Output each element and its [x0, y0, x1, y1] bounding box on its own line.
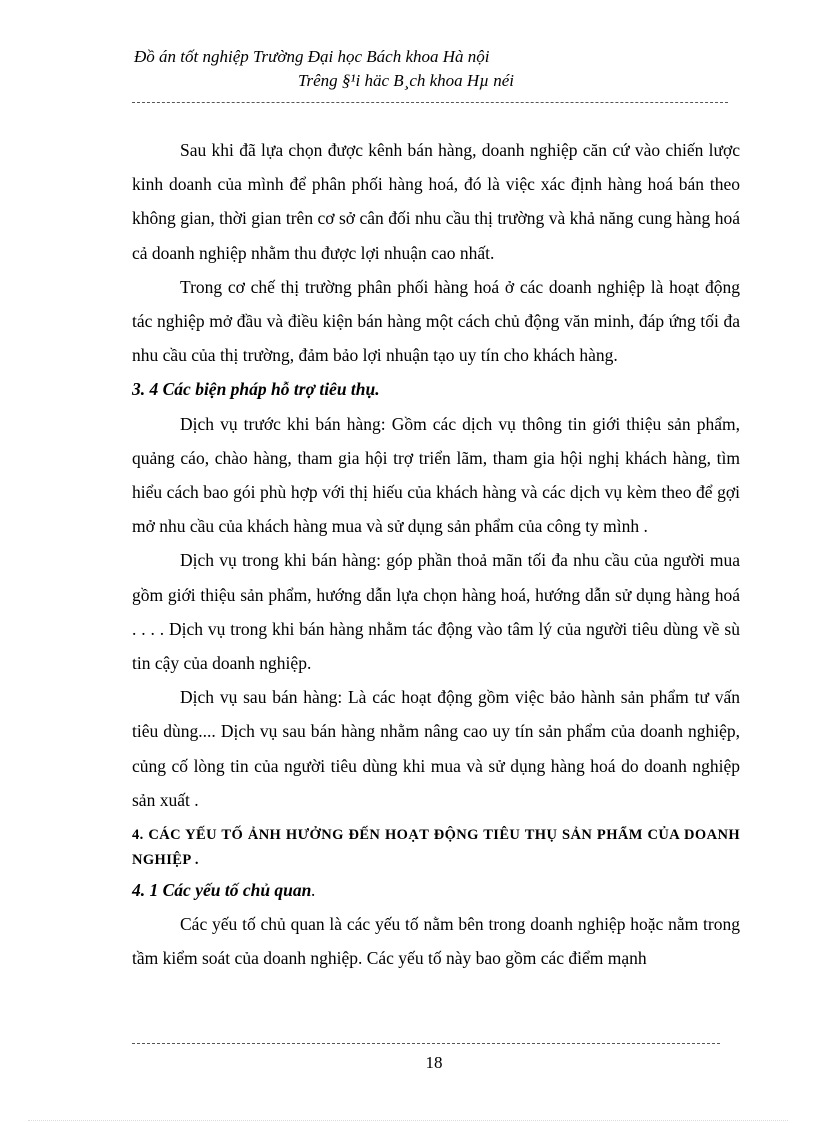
paragraph-distribution: Sau khi đã lựa chọn được kênh bán hàng, doanh nghiệp căn cứ vào chiến lược kinh doanh của mình để phân phối hàng hoá, đó là việc xác định hàng hoá bán theo không gian, thời gian trên cơ sở cân đối nhu cầu thị trường và khả năng cung hàng hoá cả doanh nghiệp nhằm thu được lợi nhuận cao nhất. — [132, 140, 740, 263]
page-bottom-edge — [28, 1120, 788, 1121]
header-divider — [132, 102, 728, 103]
running-header-legacy-font: Trêng §¹i häc B¸ch khoa Hµ néi — [298, 71, 515, 90]
running-header-title: Đồ án tốt nghiệp Trường Đại học Bách khoa Hà nội — [134, 47, 490, 66]
footer-divider — [132, 1043, 720, 1044]
page-body — [132, 133, 740, 976]
heading-subjective-factors-text: 4. 1 Các yếu tố chủ quan — [132, 880, 312, 901]
paragraph-subjective-factors: Các yếu tố chủ quan là các yếu tố nằm bên trong doanh nghiệp hoặc nằm trong tầm kiểm soát của doanh nghiệp. Các yếu tố này bao gồm các điểm mạnh — [132, 914, 740, 969]
paragraph-pre-sale-service: Dịch vụ trước khi bán hàng: Gồm các dịch vụ thông tin giới thiệu sản phẩm, quảng cáo, chào hàng, tham gia hội trợ triển lãm, tham gia hội nghị khách hàng, tìm hiểu cách bao gói phù hợp với thị hiếu của khách hàng và các dịch vụ kèm theo để gợi mở nhu cầu của khách hàng mua và sử dụng sản phẩm của công ty mình . — [132, 413, 740, 537]
page-number: 18 — [425, 1053, 443, 1072]
paragraph-in-sale-service: Dịch vụ trong khi bán hàng: góp phần thoả mãn tối đa nhu cầu của người mua gồm giới thiệu sản phẩm, hướng dẫn lựa chọn hàng hoá, hướng dẫn sử dụng hàng hoá . . . . Dịch vụ trong khi bán hàng nhằm tác động vào tâm lý của người tiêu dùng về sù tin cậy của doanh nghiệp. — [132, 550, 740, 674]
heading-subjective-factors-period: . — [311, 880, 316, 901]
paragraph-market-mechanism: Trong cơ chế thị trường phân phối hàng hoá ở các doanh nghiệp là hoạt động tác nghiệp mở đầu và điều kiện bán hàng một cách chủ động văn minh, đáp ứng tối đa nhu cầu của thị trường, đảm bảo lợi nhuận tạo uy tín cho khách hàng. — [132, 276, 740, 366]
heading-subjective-factors — [132, 873, 740, 907]
heading-support-measures: 3. 4 Các biện pháp hỗ trợ tiêu thụ. — [132, 379, 380, 400]
heading-section-4: 4. CÁC YẾU TỐ ẢNH HƯỞNG ĐẾN HOẠT ĐỘNG TIÊU THỤ SẢN PHẨM CỦA DOANH NGHIỆP . — [132, 827, 740, 869]
paragraph-after-sale-service: Dịch vụ sau bán hàng: Là các hoạt động gồm việc bảo hành sản phẩm tư vấn tiêu dùng.... Dịch vụ sau bán hàng nhằm nâng cao uy tín sản phẩm của doanh nghiệp, củng cố lòng tin của người tiêu dùng khi mua và sử dụng hàng hoá do doanh nghiệp sản xuất . — [132, 687, 740, 810]
